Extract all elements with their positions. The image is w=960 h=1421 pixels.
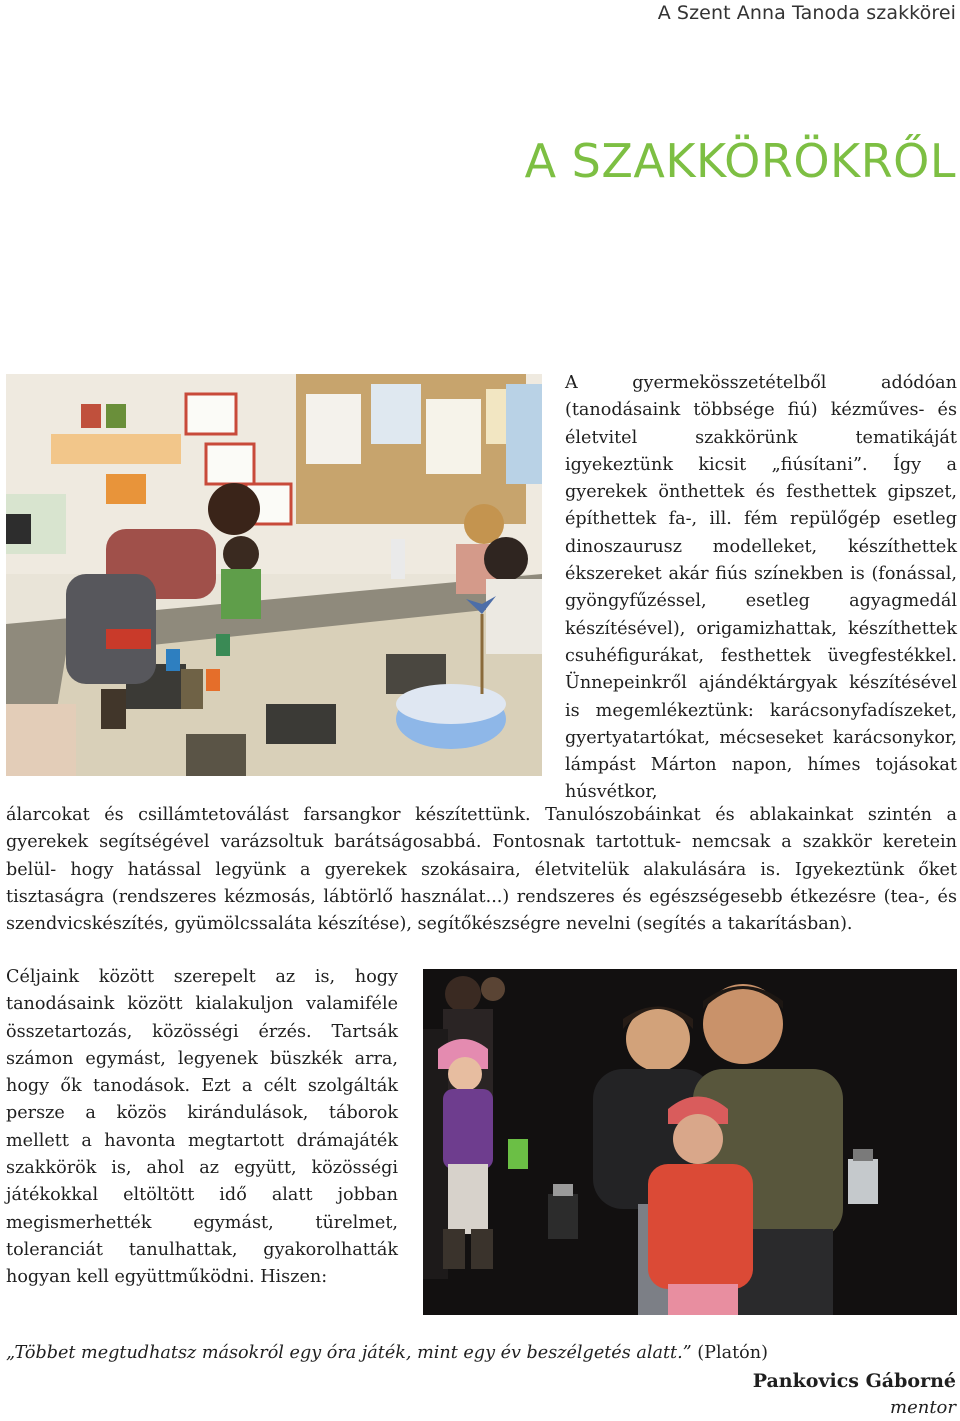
intro-paragraph-column: A gyermekösszetételből adódóan (tanodásaink többsége fiú) kézműves- és életvitel szakkörünk tematikáját igyekeztünk kicsit „fiúsítani”. Így a gyerekek önthettek és festhettek gipszet, építhettek fa-, ill. fém repülőgép esetleg dinoszaurusz modelleket, készíthettek ékszereket akár fiús színekben is (fonással, gyöngyfűzéssel, esetleg agyagmedál készítésével), origamizhattak, készíthettek csuhéfigurákat, festhettek üvegfestékkel. Ünnepeinkről ajándéktárgyak készítésével is megemlékeztünk: karácsonyfadíszeket, gyertyatartókat, mécseseket karácsonykor, lámpást Márton napon, hímes tojásokat húsvétkor, bbox=[565, 373, 957, 803]
goals-paragraph: Céljaink között szerepelt az is, hogy tanodásaink között kialakuljon valamiféle összetartozás, közösségi érzés. Tartsák számon egymást, legyenek büszkék arra, hogy ők tanodások. Ezt a célt szolgálták persze a közös kirándulások, táborok mellett a havonta megtartott drámajáték szakkörök is, ahol az együtt, közösségi játékokkal eltöltött idő alatt jobban megismerhették egymást, türelmet, toleranciát tanulhattak, gyakorolhatták hogyan kell együttműködni. Hiszen: bbox=[6, 967, 398, 1288]
signature-role: mentor bbox=[890, 1397, 956, 1418]
lantern-walk-photo bbox=[423, 969, 957, 1315]
signature-name: Pankovics Gáborné bbox=[752, 1370, 956, 1392]
quote bbox=[6, 1343, 957, 1363]
quote-author: (Platón) bbox=[697, 1343, 768, 1363]
page-title: A SZAKKÖRÖKRŐL bbox=[524, 134, 956, 188]
intro-paragraph-continuation: álarcokat és csillámtetoválást farsangkor készítettünk. Tanulószobáinkat és ablakainkat szintén a gyerekek segítségével varázsoltuk barátságosabbá. Fontosnak tartottuk- nemcsak a szakkör keretein belül- hogy hatással legyünk a gyerekek szokásaira, életvitelük alakulására is. Igyekeztünk őket tisztaságra (rendszeres kézmosás, lábtörlő használat...) rendszeres és egészségesebb étkezésre (tea-, és szendvicskészítés, gyümölcssaláta készítése), segítőkészségre nevelni (segítés a takarításban). bbox=[6, 805, 957, 935]
quote-text: „Többet megtudhatsz másokról egy óra játék, mint egy év beszélgetés alatt.” bbox=[6, 1343, 692, 1363]
crafts-photo bbox=[6, 374, 542, 776]
running-header: A Szent Anna Tanoda szakkörei bbox=[657, 2, 956, 24]
